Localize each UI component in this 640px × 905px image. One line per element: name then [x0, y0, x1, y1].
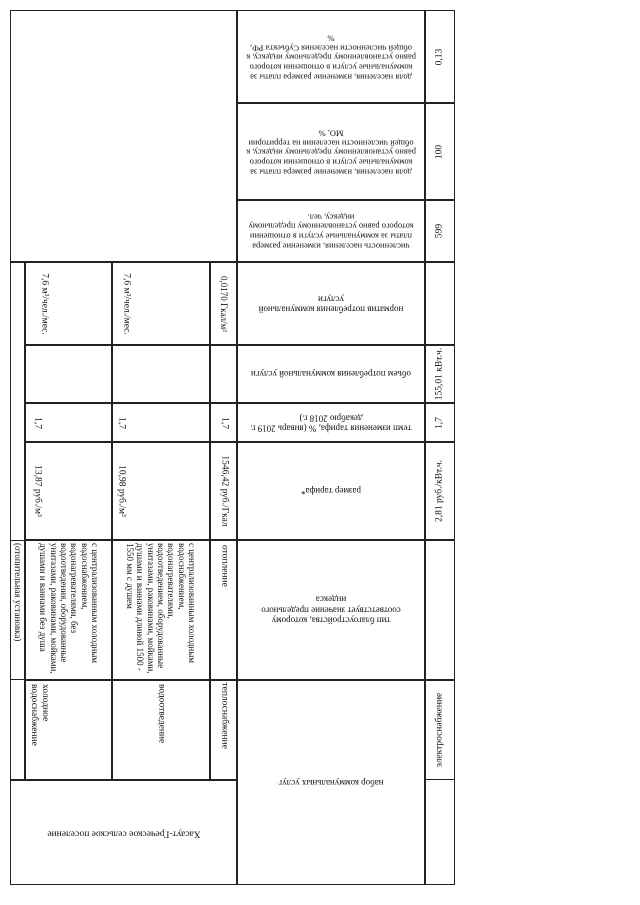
- row-cold-water-norm: [25, 262, 112, 345]
- row-electricity-norm: [425, 262, 455, 345]
- electricity-service: электроснабжение: [434, 692, 445, 768]
- row-cold-water-type: [25, 540, 112, 680]
- row-water-disposal-consumption: [112, 345, 210, 403]
- continuation-strip: [10, 540, 25, 680]
- row-water-disposal-norm: [112, 262, 210, 345]
- row-heating-change: [210, 403, 237, 442]
- header-population: численность населения, изменение размера платы за коммунальные услуги в отношении которого равно установленному предельному индексу, чел.: [248, 212, 414, 252]
- summary-population: 599: [434, 223, 445, 239]
- cold-water-tariff: 13,87 руб./м³: [31, 465, 42, 517]
- row-heating-consumption: [210, 345, 237, 403]
- header-norm: норматив потребления коммунальной услуги: [258, 293, 404, 314]
- summary-share-mo: 100: [434, 144, 445, 159]
- summary-population-cell: [425, 200, 455, 262]
- row-heating-norm: [210, 262, 237, 345]
- electricity-change: 1,7: [434, 416, 445, 429]
- header-service-set: набор коммунальных услуг: [278, 777, 384, 788]
- summary-share-mo-cell: [425, 103, 455, 200]
- water-disposal-type: с централизованным холодным водоснабжением, водонагревателями, водоотведением, оборудованные унитазами, раковинами, мойками, душами и ваннами длиной 1500 - 1550 мм с душем: [125, 543, 198, 674]
- summary-share-subject: 0,13: [434, 48, 445, 65]
- water-disposal-norm: 7,6 м³/чел./мес.: [121, 272, 132, 335]
- header-tariff: размер тарифа*: [300, 486, 362, 497]
- header-norm-cell: [237, 262, 425, 345]
- header-share-subject: доля населения, изменение размера платы за коммунальные услуги в отношении которого равно установленному предельному индексу, к общей численности населения Субъекта РФ, %: [246, 32, 416, 82]
- upper-empty-block: [10, 10, 237, 262]
- header-improvement-type-cell: [237, 540, 425, 680]
- header-consumption: объем потребления коммунальной услуги: [250, 369, 412, 380]
- header-tariff-change-cell: [237, 403, 425, 442]
- municipality-name: Хасаут-Греческое сельское поселение: [46, 827, 201, 838]
- municipality-cell: [10, 780, 237, 885]
- heating-norm: 0,0170 Гкал/м²: [218, 275, 229, 332]
- row-water-disposal-type: [112, 540, 210, 680]
- row-electricity-type: [425, 540, 455, 680]
- row-water-disposal-change: [112, 403, 210, 442]
- row-heating-tariff: [210, 442, 237, 540]
- header-share-mo-cell: [237, 103, 425, 200]
- row-water-disposal-tariff: [112, 442, 210, 540]
- heating-change: 1,7: [218, 416, 229, 429]
- row-heating-service: [210, 680, 237, 780]
- header-share-mo: доля населения, изменение размера платы за коммунальные услуги в отношении которого равно установленному предельному индексу, к общей численности населения на территории МО, %: [246, 127, 416, 177]
- row-cold-water-service: [25, 680, 112, 780]
- summary-share-subject-cell: [425, 10, 455, 103]
- heating-tariff: 1546,42 руб./Гкал: [218, 455, 229, 527]
- cold-water-service: холодное водоснабжение: [28, 684, 50, 746]
- header-tariff-cell: [237, 442, 425, 540]
- header-share-subject-cell: [237, 10, 425, 103]
- water-disposal-tariff: 10,98 руб./м³: [116, 465, 127, 517]
- row-cold-water-consumption: [25, 345, 112, 403]
- row-cold-water-tariff: [25, 442, 112, 540]
- cold-water-norm: 7,6 м³/чел./мес.: [38, 272, 49, 335]
- continuation-text: (отопительная установка): [12, 543, 23, 642]
- electricity-tariff: 2,81 руб./кВт.ч.: [434, 460, 445, 523]
- row-electricity-consumption: [425, 345, 455, 403]
- row-electricity-tariff: [425, 442, 455, 540]
- row-cold-water-change: [25, 403, 112, 442]
- header-population-cell: [237, 200, 425, 262]
- header-consumption-cell: [237, 345, 425, 403]
- electricity-consumption: 155,01 кВт.ч.: [434, 347, 445, 401]
- header-improvement-type: тип благоустройства, которому соответствует значение предельного индекса: [261, 594, 401, 626]
- water-disposal-service: водоотведение: [156, 684, 167, 744]
- row-electricity-service: [425, 680, 455, 780]
- cold-water-change: 1,7: [31, 416, 42, 429]
- water-disposal-change: 1,7: [116, 416, 127, 429]
- heating-service: теплоснабжение: [218, 682, 229, 749]
- header-service-set-cell: [237, 680, 425, 885]
- row-heating-type: [210, 540, 237, 680]
- header-tariff-change: темп изменения тарифа, % (январь 2019 г. декабрю 2018 г.): [250, 412, 412, 433]
- row-water-disposal-service: [112, 680, 210, 780]
- heating-type: отопление: [218, 545, 229, 587]
- continuation-strip-left: [10, 262, 25, 780]
- row-electricity-change: [425, 403, 455, 442]
- cold-water-type: с централизованным холодным водоснабжением, водонагревателями, без водоотведения, оборудованные унитазами, раковинами, мойками, душами и ваннами без душа: [37, 543, 100, 674]
